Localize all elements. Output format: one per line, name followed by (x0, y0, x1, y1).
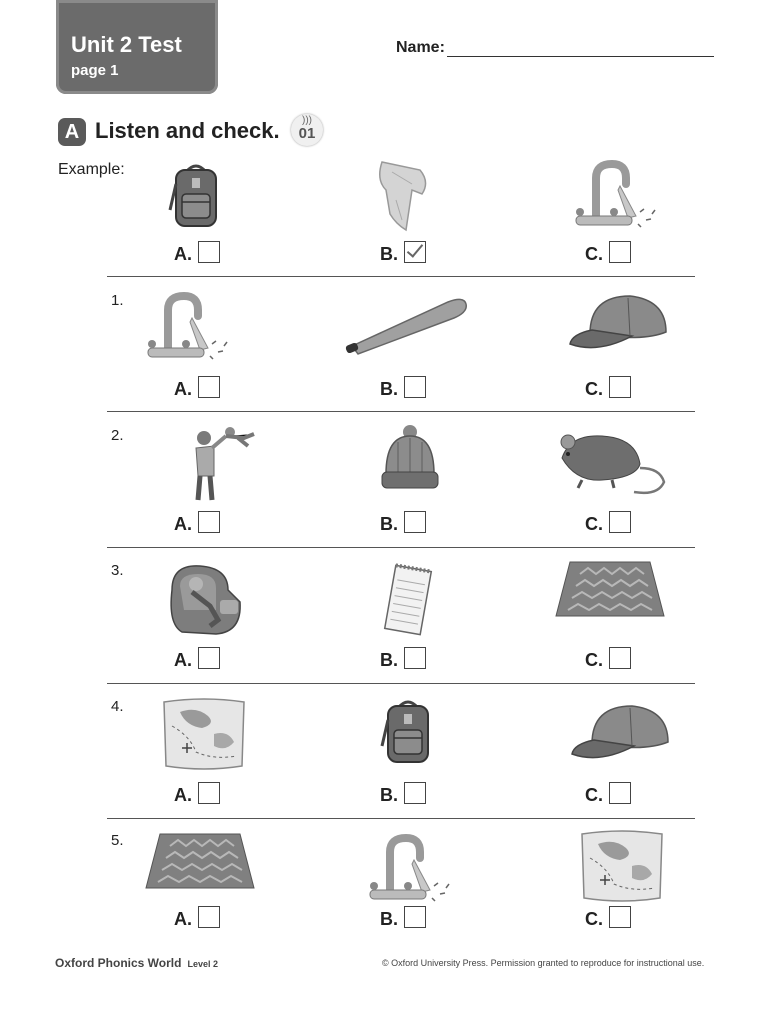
answer-checkbox[interactable] (404, 906, 426, 928)
answer-checkbox[interactable] (198, 647, 220, 669)
option-letter: A. (174, 785, 192, 805)
option-letter: C. (585, 785, 603, 805)
option-letter: B. (380, 514, 398, 534)
option-letter: C. (585, 650, 603, 670)
answer-checkbox[interactable] (198, 906, 220, 928)
backpack-picture (380, 696, 436, 769)
map-picture (156, 696, 252, 777)
faucet-picture (568, 160, 664, 241)
section-letter: A (58, 118, 86, 146)
answer-checkbox[interactable] (609, 241, 631, 263)
answer-option (174, 647, 220, 671)
answer-option (174, 782, 220, 806)
answer-checkbox[interactable] (609, 906, 631, 928)
option-letter: C. (585, 379, 603, 399)
answer-checkbox[interactable] (198, 241, 220, 263)
notepad-picture (380, 562, 436, 643)
audio-icon: ))) (302, 115, 312, 126)
row-divider (107, 683, 695, 684)
option-letter: B. (380, 650, 398, 670)
answer-option (585, 511, 631, 535)
answer-checkbox[interactable] (198, 511, 220, 533)
option-letter: A. (174, 650, 192, 670)
option-letter: B. (380, 909, 398, 929)
page-label: page 1 (71, 62, 119, 79)
row-divider (107, 276, 695, 277)
unit-tab (56, 0, 218, 94)
knit-hat-picture (380, 424, 440, 499)
brand-name: Oxford Phonics World (55, 956, 182, 970)
option-letter: C. (585, 244, 603, 264)
audio-track-badge (291, 114, 323, 146)
answer-option (585, 782, 631, 806)
answer-option (174, 376, 220, 400)
footer-brand (55, 956, 218, 970)
row-divider (107, 411, 695, 412)
answer-checkbox[interactable] (609, 511, 631, 533)
option-letter: A. (174, 244, 192, 264)
answer-checkbox[interactable] (404, 647, 426, 669)
bat-picture (344, 296, 470, 361)
answer-option (380, 782, 426, 806)
example-label: Example: (58, 161, 125, 178)
answer-option (174, 511, 220, 535)
question-number: 1. (111, 292, 124, 309)
option-letter: A. (174, 379, 192, 399)
backpack-picture (168, 160, 224, 233)
question-number: 2. (111, 427, 124, 444)
unit-title: Unit 2 Test (71, 32, 182, 57)
answer-checkbox[interactable] (404, 782, 426, 804)
option-letter: A. (174, 909, 192, 929)
answer-checkbox[interactable] (198, 782, 220, 804)
answer-option (585, 906, 631, 930)
option-letter: C. (585, 514, 603, 534)
answer-checkbox[interactable] (609, 782, 631, 804)
faucet-picture (362, 834, 458, 915)
copyright: © Oxford University Press. Permission granted to reproduce for instructional use. (382, 958, 705, 968)
answer-checkbox[interactable] (404, 511, 426, 533)
question-number: 3. (111, 562, 124, 579)
faucet-picture (140, 292, 236, 373)
cap-picture (568, 292, 668, 359)
option-letter: B. (380, 785, 398, 805)
answer-option (174, 906, 220, 930)
answer-option (585, 241, 631, 265)
answer-option (380, 906, 426, 930)
napkin-picture (372, 160, 432, 237)
answer-option (585, 647, 631, 671)
row-divider (107, 818, 695, 819)
answer-option (380, 647, 426, 671)
option-letter: B. (380, 379, 398, 399)
option-letter: B. (380, 244, 398, 264)
option-letter: C. (585, 909, 603, 929)
answer-option (585, 376, 631, 400)
question-number: 5. (111, 832, 124, 849)
answer-option (174, 241, 220, 265)
track-number: 01 (298, 125, 316, 142)
question-number: 4. (111, 698, 124, 715)
level-label: Level 2 (187, 959, 218, 969)
rat-picture (552, 428, 670, 503)
answer-checkbox[interactable] (609, 376, 631, 398)
man-lifting-baby-picture (180, 424, 260, 509)
option-letter: A. (174, 514, 192, 534)
rug-picture (144, 832, 256, 897)
answer-checkbox[interactable] (404, 376, 426, 398)
answer-option (380, 241, 426, 265)
map-picture (574, 828, 670, 909)
answer-checkbox[interactable] (609, 647, 631, 669)
rug-picture (554, 560, 666, 625)
section-title: Listen and check. (95, 118, 280, 143)
answer-option (380, 376, 426, 400)
person-napping-in-chair-picture (166, 560, 246, 643)
answer-option (380, 511, 426, 535)
answer-checkbox[interactable] (404, 241, 426, 263)
name-label: Name: (396, 39, 445, 56)
name-line[interactable] (447, 56, 714, 57)
row-divider (107, 547, 695, 548)
answer-checkbox[interactable] (198, 376, 220, 398)
cap-picture (570, 702, 670, 769)
